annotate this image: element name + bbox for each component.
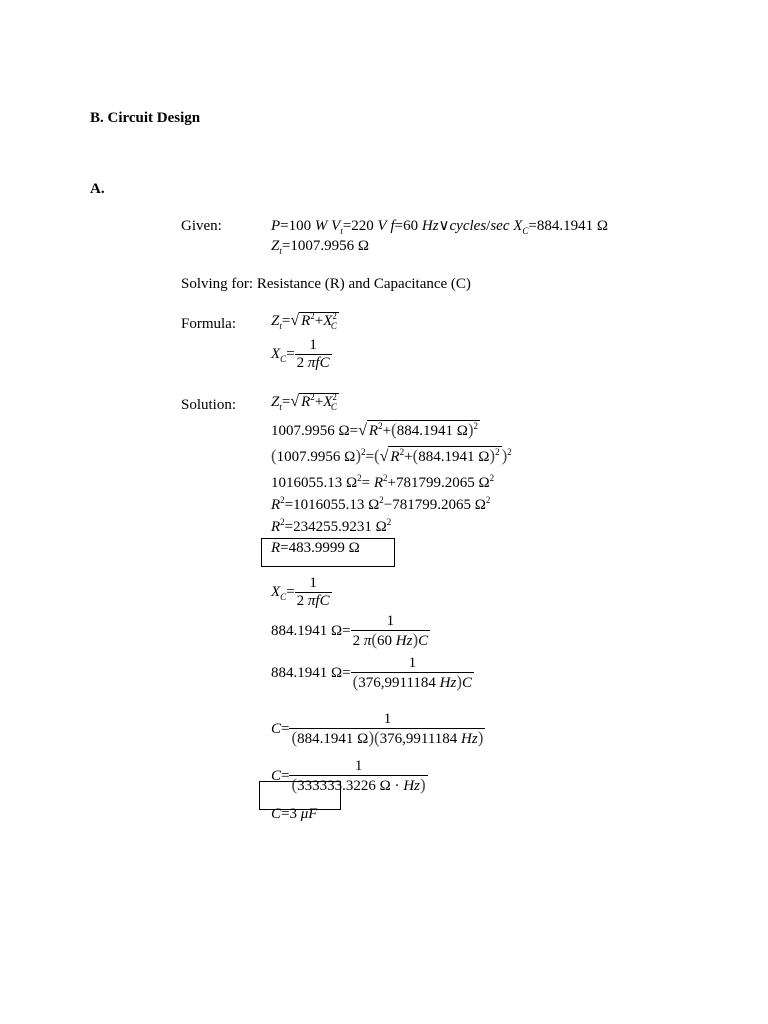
part-label: A. [90, 181, 105, 197]
given-line-2: $Z_t=1007.9956$ Ω [271, 238, 369, 256]
solution-label: Solution: [181, 397, 237, 413]
formula-reactance: $X_C=$ $\frac{1}{\text{2 πfC}}$ [271, 337, 330, 371]
given-p: 100 [288, 218, 312, 234]
solution-xc-formula: $X_C=$ $\frac{1}{\text{2 πfC}}$ [271, 575, 330, 609]
given-zt: 1007.9956 [290, 238, 355, 254]
solution-step-1: $Z_t=√$ $R^2+X^2_C$ [271, 392, 337, 412]
solution-step-2: 1007.9956 Ω=√ $R^2+(884.1941$ Ω)$^2$ [271, 420, 479, 439]
given-f: 60 [403, 218, 419, 234]
solution-xc-sub-2: 884.1941 Ω= $\frac{1}{(376,9911184 Hz)C}$ [271, 655, 473, 691]
given-xc: 884.1941 [536, 218, 594, 234]
r-result-box [261, 538, 395, 567]
given-label: Given: [181, 218, 222, 234]
given-vt: 220 [351, 218, 374, 234]
solution-c-formula: C= $\frac{1}{(884.1941 \Omega)(376,9911184 Hz)}$ [271, 711, 484, 747]
section-title: B. Circuit Design [90, 110, 201, 126]
formula-impedance: $Z_t=√$ $R^2+X^2_C$ [271, 311, 337, 331]
formula-label: Formula: [181, 316, 236, 332]
solution-step-6: $R^2=234255.9231$ $\Omega^2$ [271, 517, 392, 535]
solution-xc-sub-1: 884.1941 Ω= $\frac{1}{2 \pi(60 Hz)C}$ [271, 613, 429, 649]
solution-c-simplified: C= $\frac{1}{(333333.3226 \Omega \cdot Hz)}$ [271, 758, 426, 794]
solution-step-3: (1007.9956 Ω)$^2$=(√ $R^2+(884.1941$ Ω)$^2$ )$^2$ [271, 446, 512, 465]
solving-for: Solving for: Resistance (R) and Capacitance (C) [181, 276, 471, 292]
given-line-1: P=100 W $V_t=220$ V f=60 Hz∨cycles/sec $X_C=884.1941$ Ω [271, 218, 609, 236]
solution-step-5: $R^2=1016055.13$ $\Omega^2-781799.2065$ $\Omega^2$ [271, 495, 491, 513]
solution-r-result: R=483.9999 Ω [271, 540, 360, 556]
solution-step-4: 1016055.13 $\Omega^2= R^2+781799.2065$ $\Omega^2$ [271, 473, 495, 491]
solution-c-result: C=3 μF [271, 806, 318, 822]
